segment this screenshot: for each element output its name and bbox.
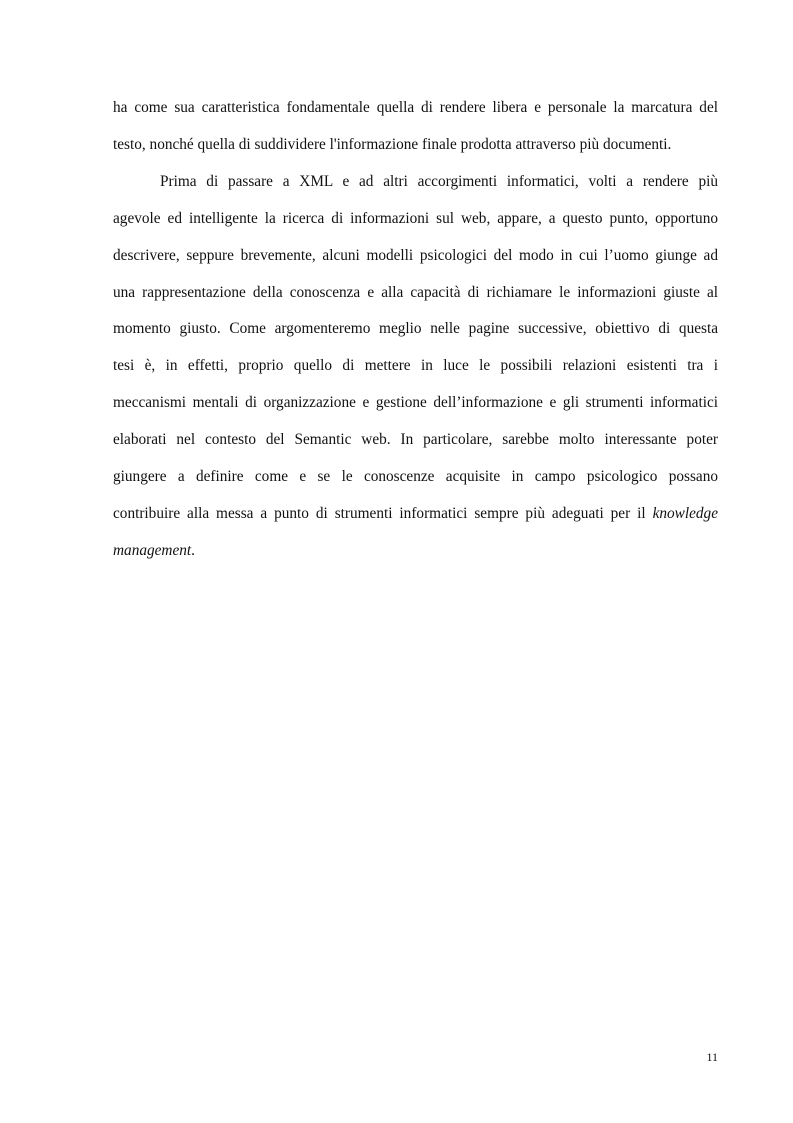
body-text [113,90,718,570]
paragraph-2-line-5: momento giusto. Come argomenteremo meglio nelle pagine successive, obiettivo di questa [113,320,718,338]
paragraph-2-line-10-text: contribuire alla messa a punto di strumenti informatici sempre più adeguati per il [113,504,646,522]
italic-term-knowledge: knowledge [652,504,718,522]
paragraph-1-line-2: testo, nonché quella di suddividere l'informazione finale prodotta attraverso più documenti. [113,135,672,153]
paragraph-2-line-8: elaborati nel contesto del Semantic web. In particolare, sarebbe molto interessante poter [113,431,718,449]
paragraph-2-line-11-tail: . [191,541,195,559]
paragraph-2-line-2: agevole ed intelligente la ricerca di informazioni sul web, appare, a questo punto, opportuno [113,209,718,227]
paragraph-1-line-1: ha come sua caratteristica fondamentale quella di rendere libera e personale la marcatura del [113,99,718,116]
paragraph-2-line-10 [113,496,718,533]
paragraph-2-line-6: tesi è, in effetti, proprio quello di mettere in luce le possibili relazioni esistenti tra i [113,357,718,375]
paragraph-2-line-7: meccanismi mentali di organizzazione e gestione dell’informazione e gli strumenti informatici [113,394,718,412]
page-number: 11 [706,1050,718,1064]
paragraph-2-line-9: giungere a definire come e se le conoscenze acquisite in campo psicologico possano [113,468,718,486]
italic-term-management: management [113,541,192,559]
paragraph-2-line-1: Prima di passare a XML e ad altri accorgimenti informatici, volti a rendere più [160,172,718,190]
paragraph-2-line-11 [113,533,718,570]
paragraph-2-line-4: una rappresentazione della conoscenza e alla capacità di richiamare le informazioni giuste al [113,283,718,301]
paragraph-2 [113,164,718,570]
paragraph-1 [113,90,718,164]
paragraph-2-line-3: descrivere, seppure brevemente, alcuni modelli psicologici del modo in cui l’uomo giunge ad [113,246,718,264]
